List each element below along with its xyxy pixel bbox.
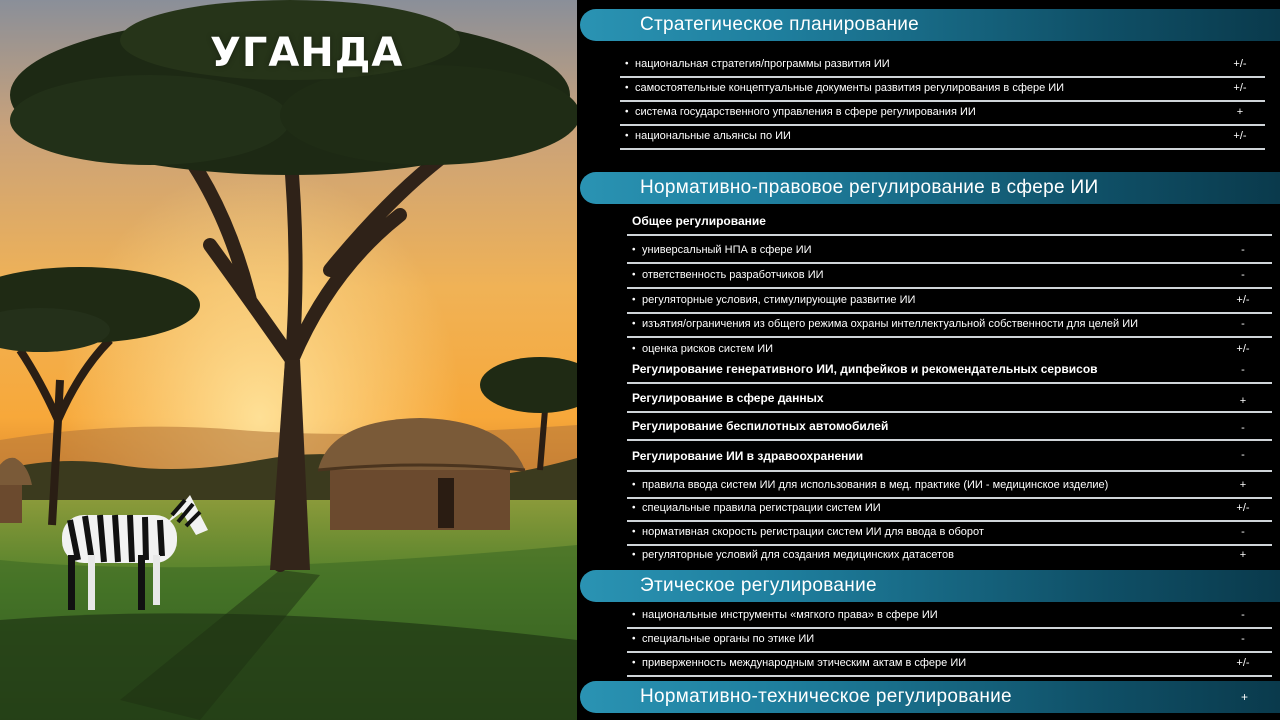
item-label: регуляторные условий для создания медицинских датасетов — [642, 549, 954, 561]
item-mark: +/- — [1236, 657, 1250, 669]
subsection-health — [632, 449, 1272, 463]
item-label: правила ввода систем ИИ для использования в мед. практике (ИИ - медицинское изделие) — [642, 479, 1109, 491]
list-item — [627, 263, 1272, 289]
subsection-title: Общее регулирование — [632, 214, 766, 228]
subsection-title: Регулирование генеративного ИИ, дипфейков и рекомендательных сервисов — [632, 362, 1098, 376]
savanna-photo — [0, 0, 577, 720]
item-mark: - — [1241, 526, 1245, 538]
item-mark: +/- — [1236, 294, 1250, 306]
item-label: национальная стратегия/программы развития ИИ — [635, 58, 890, 70]
subsection-data — [632, 391, 1272, 405]
item-mark: - — [1241, 244, 1245, 256]
item-label: ответственность разработчиков ИИ — [642, 269, 824, 281]
item-mark: - — [1241, 633, 1245, 645]
list-item — [627, 312, 1272, 338]
item-mark: +/- — [1233, 82, 1247, 94]
section-header-technical — [580, 681, 1280, 713]
list-item — [620, 76, 1265, 102]
item-label: нормативная скорость регистрации систем ИИ для ввода в оборот — [642, 526, 984, 538]
list-item — [627, 603, 1272, 629]
bullet-icon: • — [632, 609, 636, 621]
item-label: оценка рисков систем ИИ — [642, 343, 774, 355]
bullet-icon: • — [632, 318, 636, 330]
item-mark: + — [1239, 395, 1247, 407]
section-header-legal — [580, 172, 1280, 204]
bullet-icon: • — [632, 343, 636, 355]
item-mark: +/- — [1233, 130, 1247, 142]
item-label: универсальный НПА в сфере ИИ — [642, 244, 812, 256]
section-header-strategic — [580, 9, 1280, 41]
item-mark: - — [1241, 609, 1245, 621]
item-label: регуляторные условия, стимулирующие развитие ИИ — [642, 294, 916, 306]
item-label: национальные альянсы по ИИ — [635, 130, 791, 142]
section-title: Стратегическое планирование — [640, 14, 920, 35]
bullet-icon: • — [632, 549, 636, 561]
item-mark: - — [1241, 364, 1245, 376]
divider — [627, 470, 1272, 472]
divider — [627, 411, 1272, 413]
divider — [627, 234, 1272, 236]
item-mark: + — [1240, 690, 1248, 704]
item-label: приверженность международным этическим актам в сфере ИИ — [642, 657, 967, 669]
item-label: самостоятельные концептуальные документы развития регулирования в сфере ИИ — [635, 82, 1065, 94]
bullet-icon: • — [632, 502, 636, 514]
subsection-title: Регулирование беспилотных автомобилей — [632, 419, 889, 433]
bullet-icon: • — [632, 269, 636, 281]
bullet-icon: • — [632, 633, 636, 645]
item-mark: - — [1241, 449, 1245, 461]
country-title: УГАНДА — [210, 30, 404, 76]
bullet-icon: • — [632, 294, 636, 306]
item-label: изъятия/ограничения из общего режима охраны интеллектуальной собственности для целей ИИ — [642, 318, 1139, 330]
item-mark: + — [1239, 479, 1247, 491]
list-item — [620, 124, 1265, 150]
subsection-generative — [632, 362, 1272, 376]
bullet-icon: • — [625, 58, 629, 70]
bullet-icon: • — [632, 526, 636, 538]
list-item — [627, 496, 1272, 522]
item-mark: +/- — [1236, 343, 1250, 355]
list-item — [627, 627, 1272, 653]
item-mark: + — [1239, 549, 1247, 561]
regulation-panel — [577, 0, 1280, 720]
item-mark: + — [1236, 106, 1244, 118]
bullet-icon: • — [632, 244, 636, 256]
item-label: система государственного управления в сфере регулирования ИИ — [635, 106, 976, 118]
item-label: специальные органы по этике ИИ — [642, 633, 815, 645]
item-mark: +/- — [1233, 58, 1247, 70]
subsection-title: Регулирование в сфере данных — [632, 391, 824, 405]
section-title: Нормативно-правовое регулирование в сфере ИИ — [640, 177, 1099, 198]
item-mark: - — [1241, 422, 1245, 434]
list-item — [620, 52, 1265, 78]
divider — [627, 439, 1272, 441]
list-item — [627, 543, 1272, 567]
list-item — [627, 288, 1272, 314]
list-item — [627, 238, 1272, 264]
bullet-icon: • — [632, 479, 636, 491]
subsection-title: Регулирование ИИ в здравоохранении — [632, 449, 864, 463]
section-title: Этическое регулирование — [640, 575, 877, 596]
divider — [627, 382, 1272, 384]
item-mark: - — [1241, 318, 1245, 330]
item-mark: - — [1241, 269, 1245, 281]
list-item — [627, 337, 1272, 361]
subsection-drones — [632, 419, 1272, 433]
section-header-ethics — [580, 570, 1280, 602]
item-mark: +/- — [1236, 502, 1250, 514]
bullet-icon: • — [625, 82, 629, 94]
item-label: национальные инструменты «мягкого права» в сфере ИИ — [642, 609, 938, 621]
item-label: специальные правила регистрации систем ИИ — [642, 502, 881, 514]
list-item — [627, 651, 1272, 677]
bullet-icon: • — [632, 657, 636, 669]
list-item — [620, 100, 1265, 126]
bullet-icon: • — [625, 106, 629, 118]
bullet-icon: • — [625, 130, 629, 142]
section-title: Нормативно-техническое регулирование — [640, 686, 1012, 707]
